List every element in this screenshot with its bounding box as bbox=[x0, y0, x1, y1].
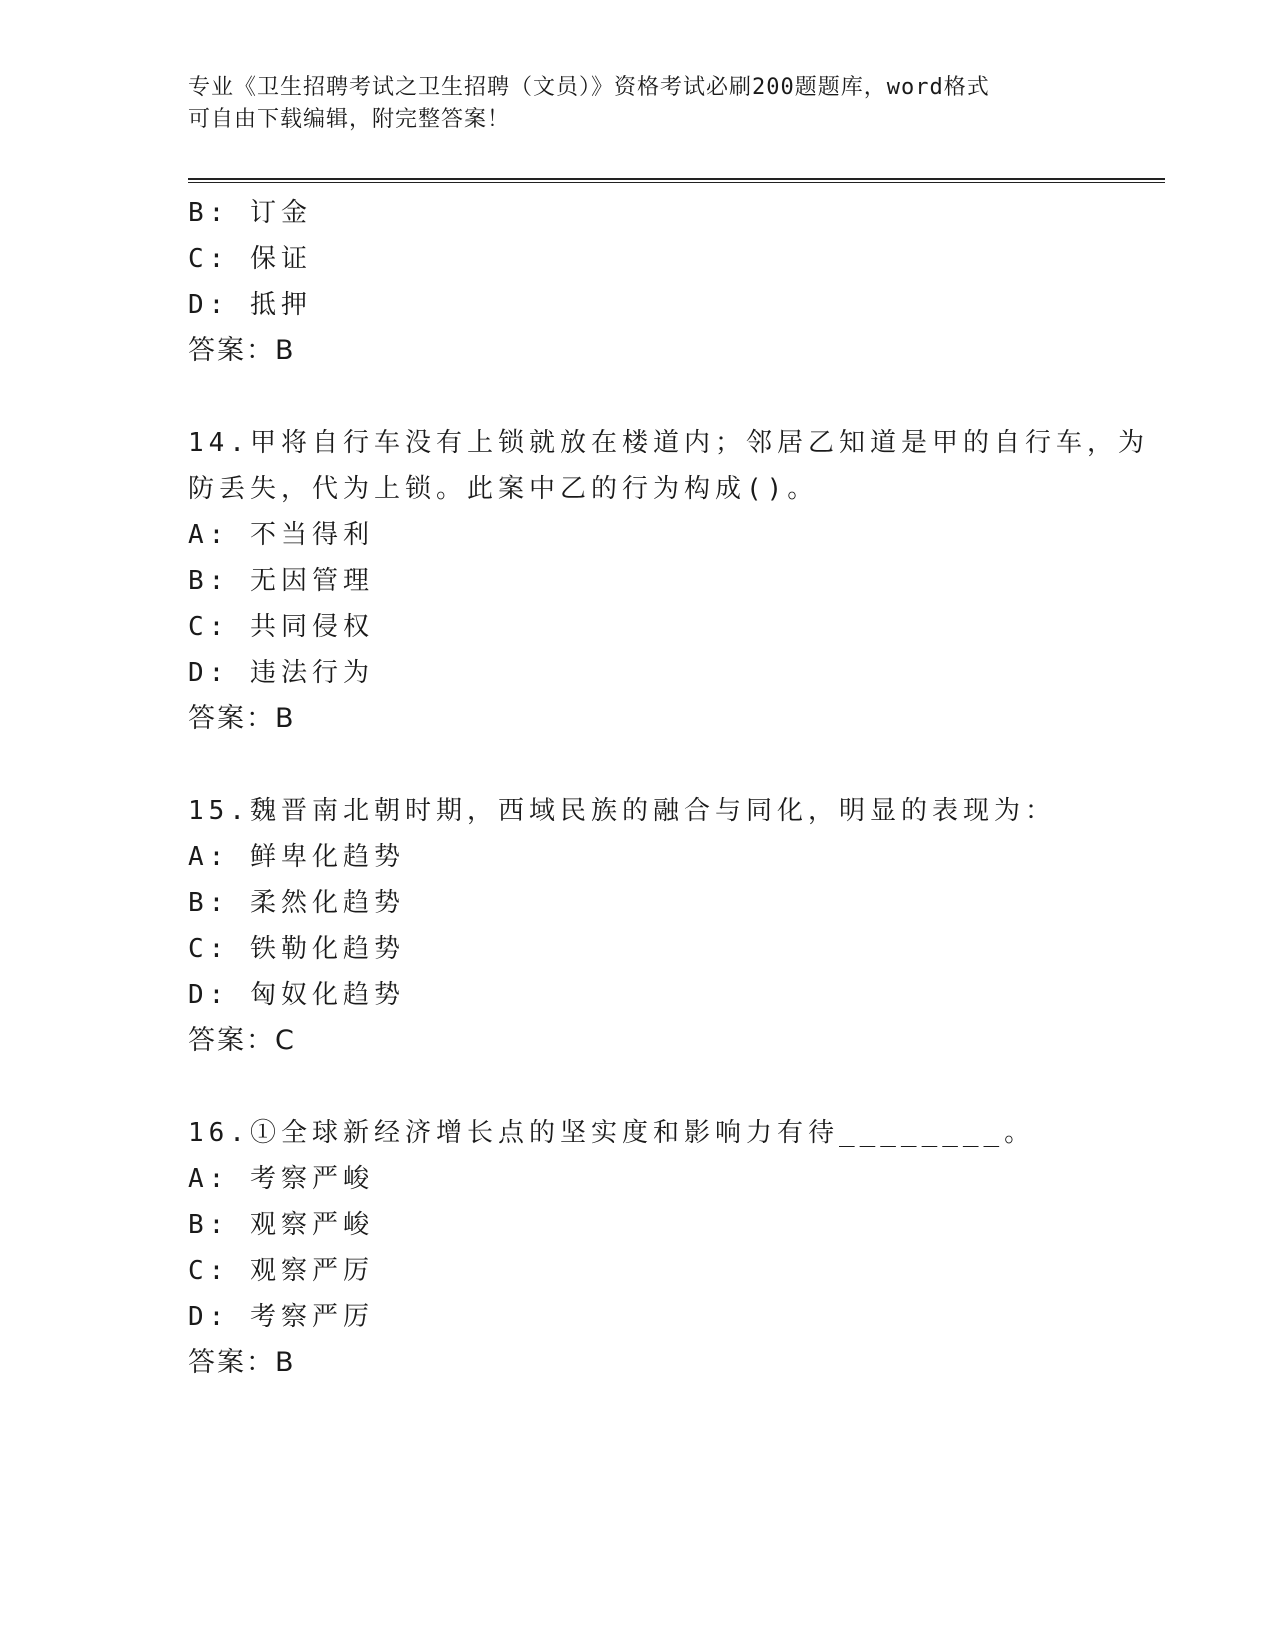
header-title-line-2: 可自由下载编辑，附完整答案！ bbox=[188, 107, 511, 132]
option-c: C: 共同侵权 bbox=[188, 612, 374, 642]
option-b: B: 柔然化趋势 bbox=[188, 888, 405, 918]
answer-line: 答案：C bbox=[188, 1025, 296, 1056]
option-c: C: 观察严厉 bbox=[188, 1256, 374, 1286]
option-d: D: 违法行为 bbox=[188, 658, 374, 688]
answer-line: 答案：B bbox=[188, 1347, 296, 1378]
answer-line: 答案：B bbox=[188, 335, 296, 366]
question-15 bbox=[188, 788, 1088, 1064]
question-16 bbox=[188, 1110, 1088, 1386]
option-b: B: 订金 bbox=[188, 198, 312, 228]
answer-line: 答案：B bbox=[188, 703, 296, 734]
option-a: A: 考察严峻 bbox=[188, 1164, 374, 1194]
document-header bbox=[188, 72, 1088, 136]
option-a: A: 鲜卑化趋势 bbox=[188, 842, 405, 872]
option-b: B: 无因管理 bbox=[188, 566, 374, 596]
header-title-line-1: 专业《卫生招聘考试之卫生招聘（文员）》资格考试必刷200题题库，word格式 bbox=[188, 75, 990, 100]
question-13-continuation bbox=[188, 190, 1088, 374]
question-stem: 16.①全球新经济增长点的坚实度和影响力有待________。 bbox=[188, 1118, 1036, 1148]
option-d: D: 考察严厉 bbox=[188, 1302, 374, 1332]
option-a: A: 不当得利 bbox=[188, 520, 374, 550]
question-stem: 15.魏晋南北朝时期，西域民族的融合与同化，明显的表现为： bbox=[188, 796, 1056, 826]
option-d: D: 抵押 bbox=[188, 290, 312, 320]
option-c: C: 铁勒化趋势 bbox=[188, 934, 405, 964]
option-c: C: 保证 bbox=[188, 244, 312, 274]
question-stem-continued: 防丢失，代为上锁。此案中乙的行为构成()。 bbox=[188, 474, 819, 504]
option-b: B: 观察严峻 bbox=[188, 1210, 374, 1240]
header-divider bbox=[188, 178, 1165, 183]
question-list bbox=[188, 190, 1149, 1386]
question-stem: 14.甲将自行车没有上锁就放在楼道内；邻居乙知道是甲的自行车，为 bbox=[188, 428, 1149, 458]
option-d: D: 匈奴化趋势 bbox=[188, 980, 405, 1010]
question-14 bbox=[188, 420, 1149, 742]
